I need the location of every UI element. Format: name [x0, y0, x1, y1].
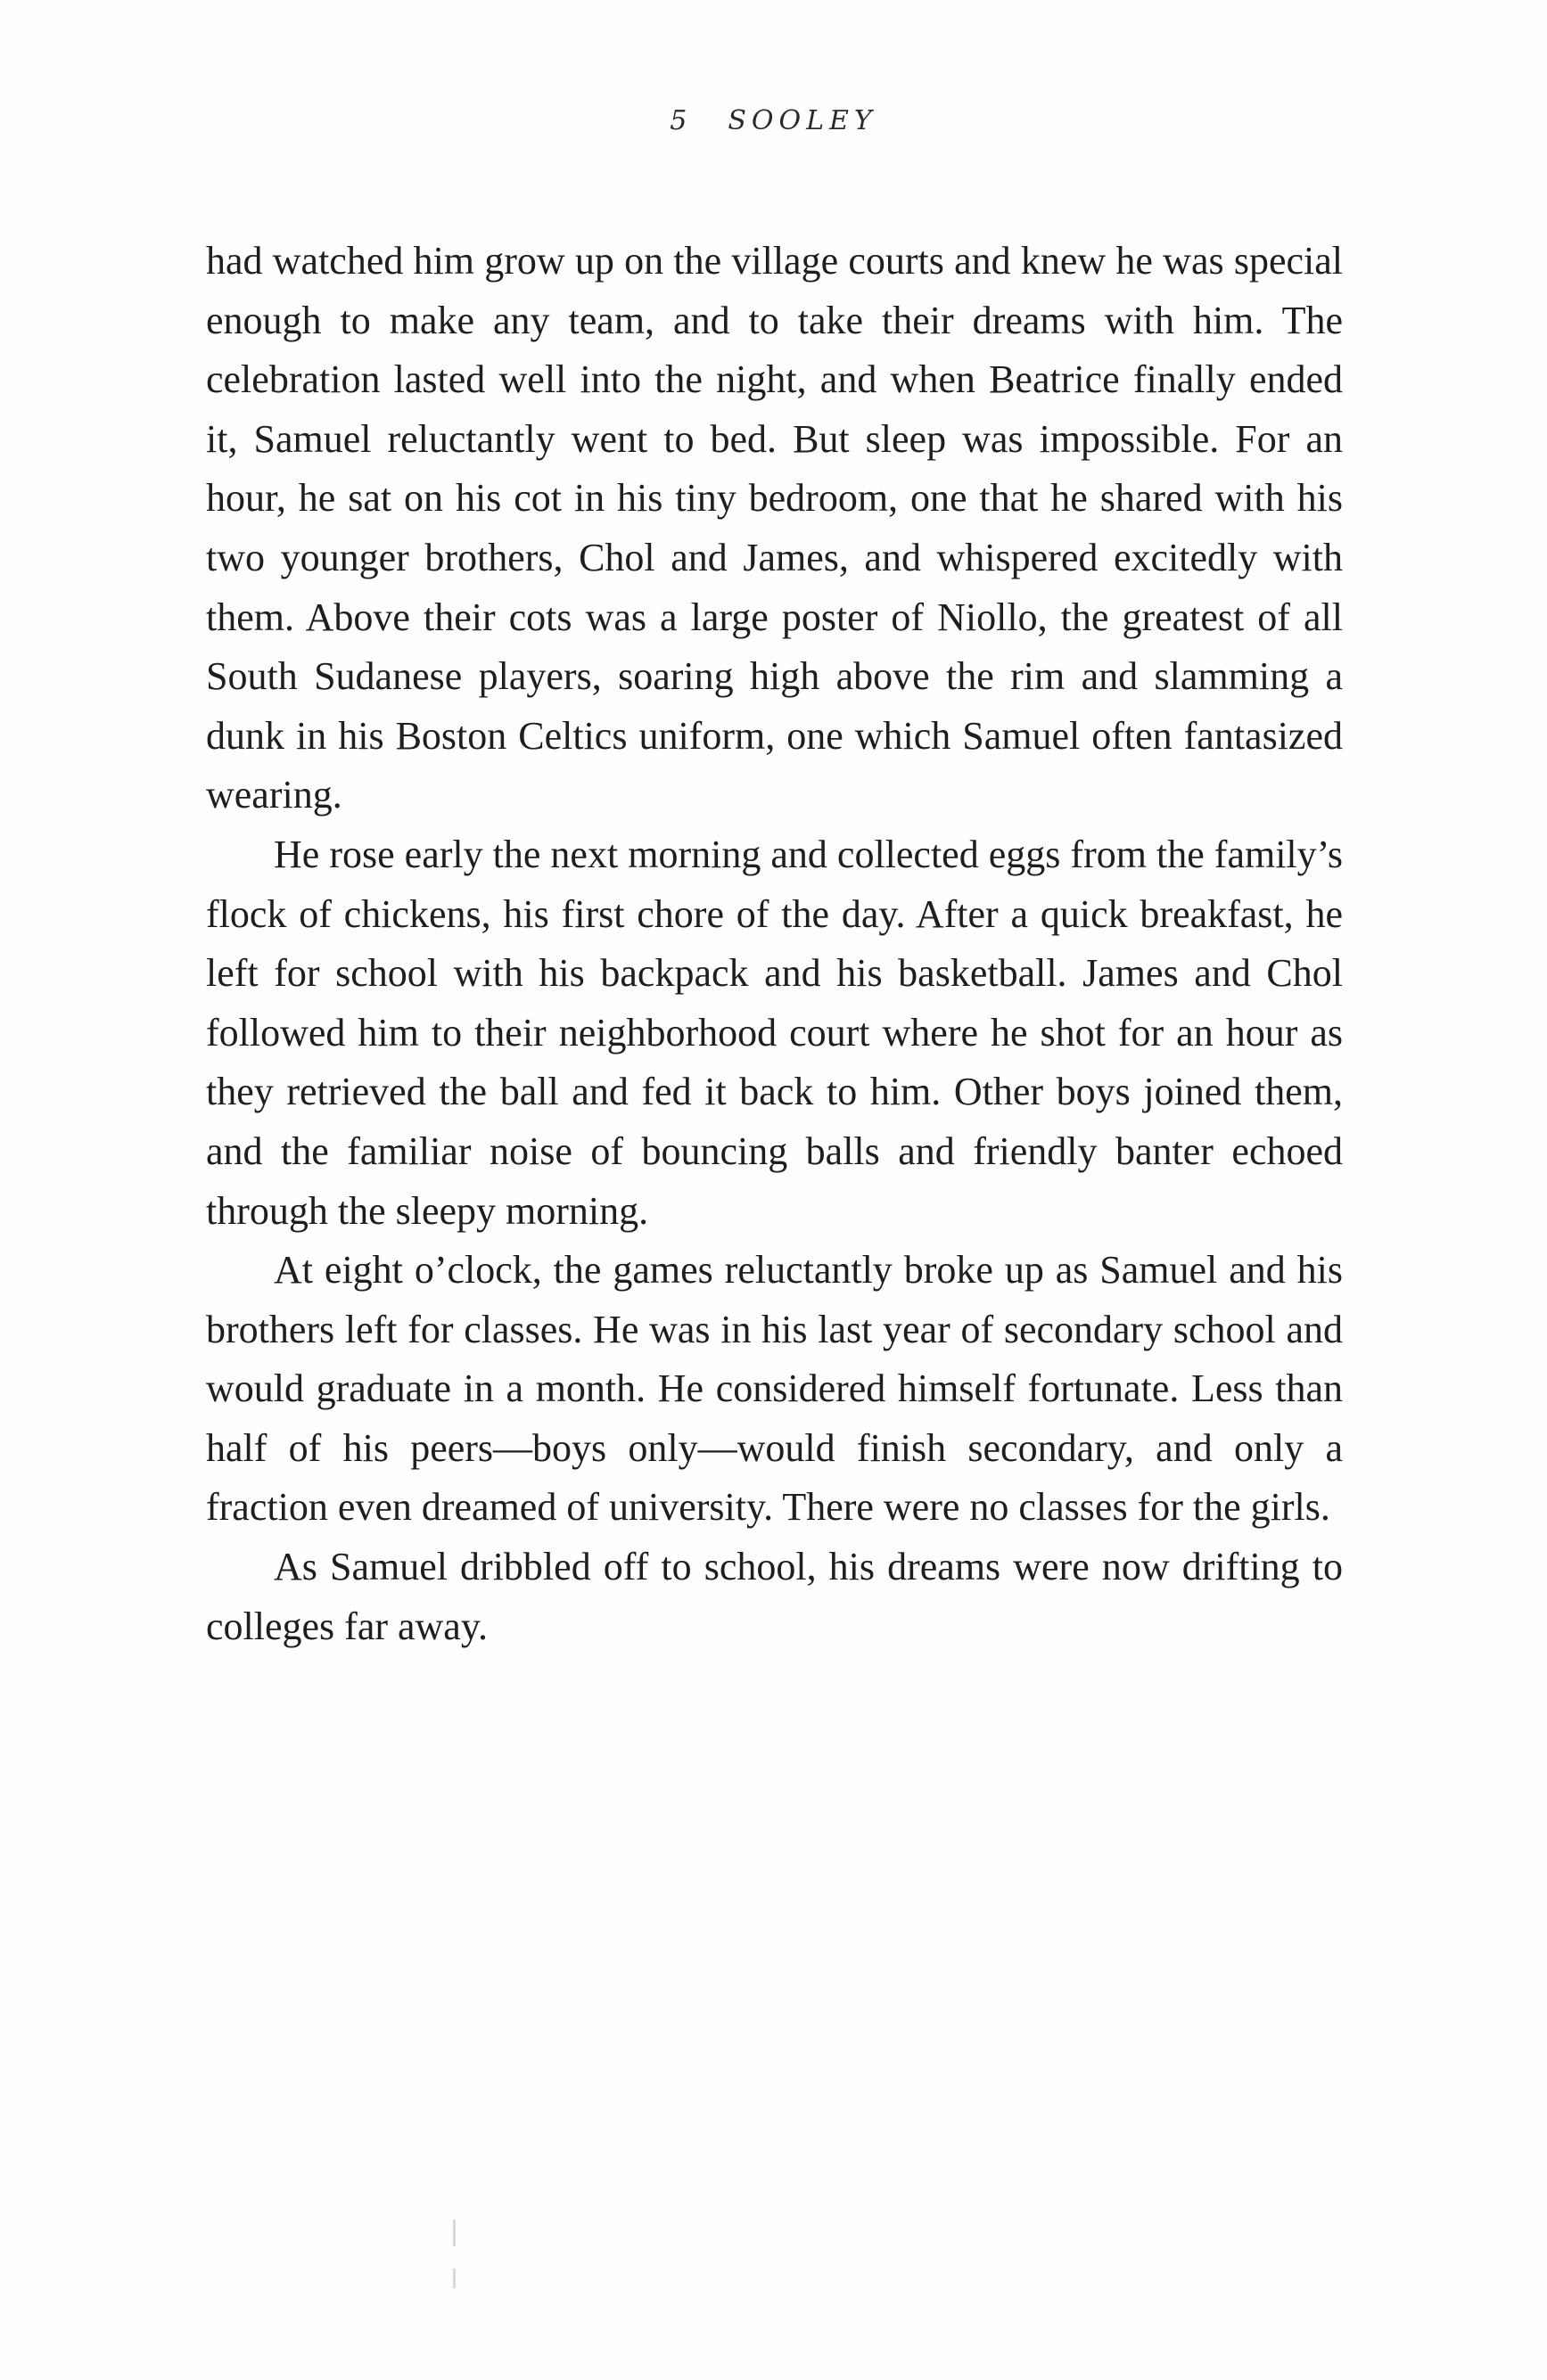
paragraph-4: As Samuel dribbled off to school, his dreams were now drifting to colleges far away. [206, 1545, 1343, 1648]
running-title: SOOLEY [728, 105, 877, 136]
scan-artifact-mark [453, 2269, 456, 2288]
paragraph-2: He rose early the next morning and collected eggs from the family’s flock of chickens, his first chore of the day. After a quick breakfast, he left for school with his backpack and his basketball. James and Chol followed him to their neighborhood court where he shot for an hour as they retrieved the ball and fed it back to him. Other boys joined them, and the familiar noise of bouncing balls and friendly banter echoed through the sleepy morning. [206, 832, 1343, 1233]
paragraph-3: At eight o’clock, the games reluctantly broke up as Samuel and his brothers left for classes. He was in his last year of secondary school and would graduate in a month. He considered himself fortunate. Less than half of his peers—boys only—would finish secondary, and only a fraction even dreamed of university. There were no classes for the girls. [206, 1248, 1343, 1530]
scan-artifact-mark [453, 2220, 456, 2246]
body-text [206, 232, 1343, 1656]
paragraph-1: had watched him grow up on the village courts and knew he was special enough to make any team, and to take their dreams with him. The celebration lasted well into the night, and when Beatrice finally ended it, Samuel reluctantly went to bed. But sleep was impossible. For an hour, he sat on his cot in his tiny bedroom, one that he shared with his two younger brothers, Chol and James, and whispered excitedly with them. Above their cots was a large poster of Niollo, the greatest of all South Sudanese players, soaring high above the rim and slamming a dunk in his Boston Celtics uniform, one which Samuel often fantasized wearing. [206, 239, 1343, 817]
running-header [0, 105, 1547, 136]
page-number: 5 [670, 105, 693, 136]
